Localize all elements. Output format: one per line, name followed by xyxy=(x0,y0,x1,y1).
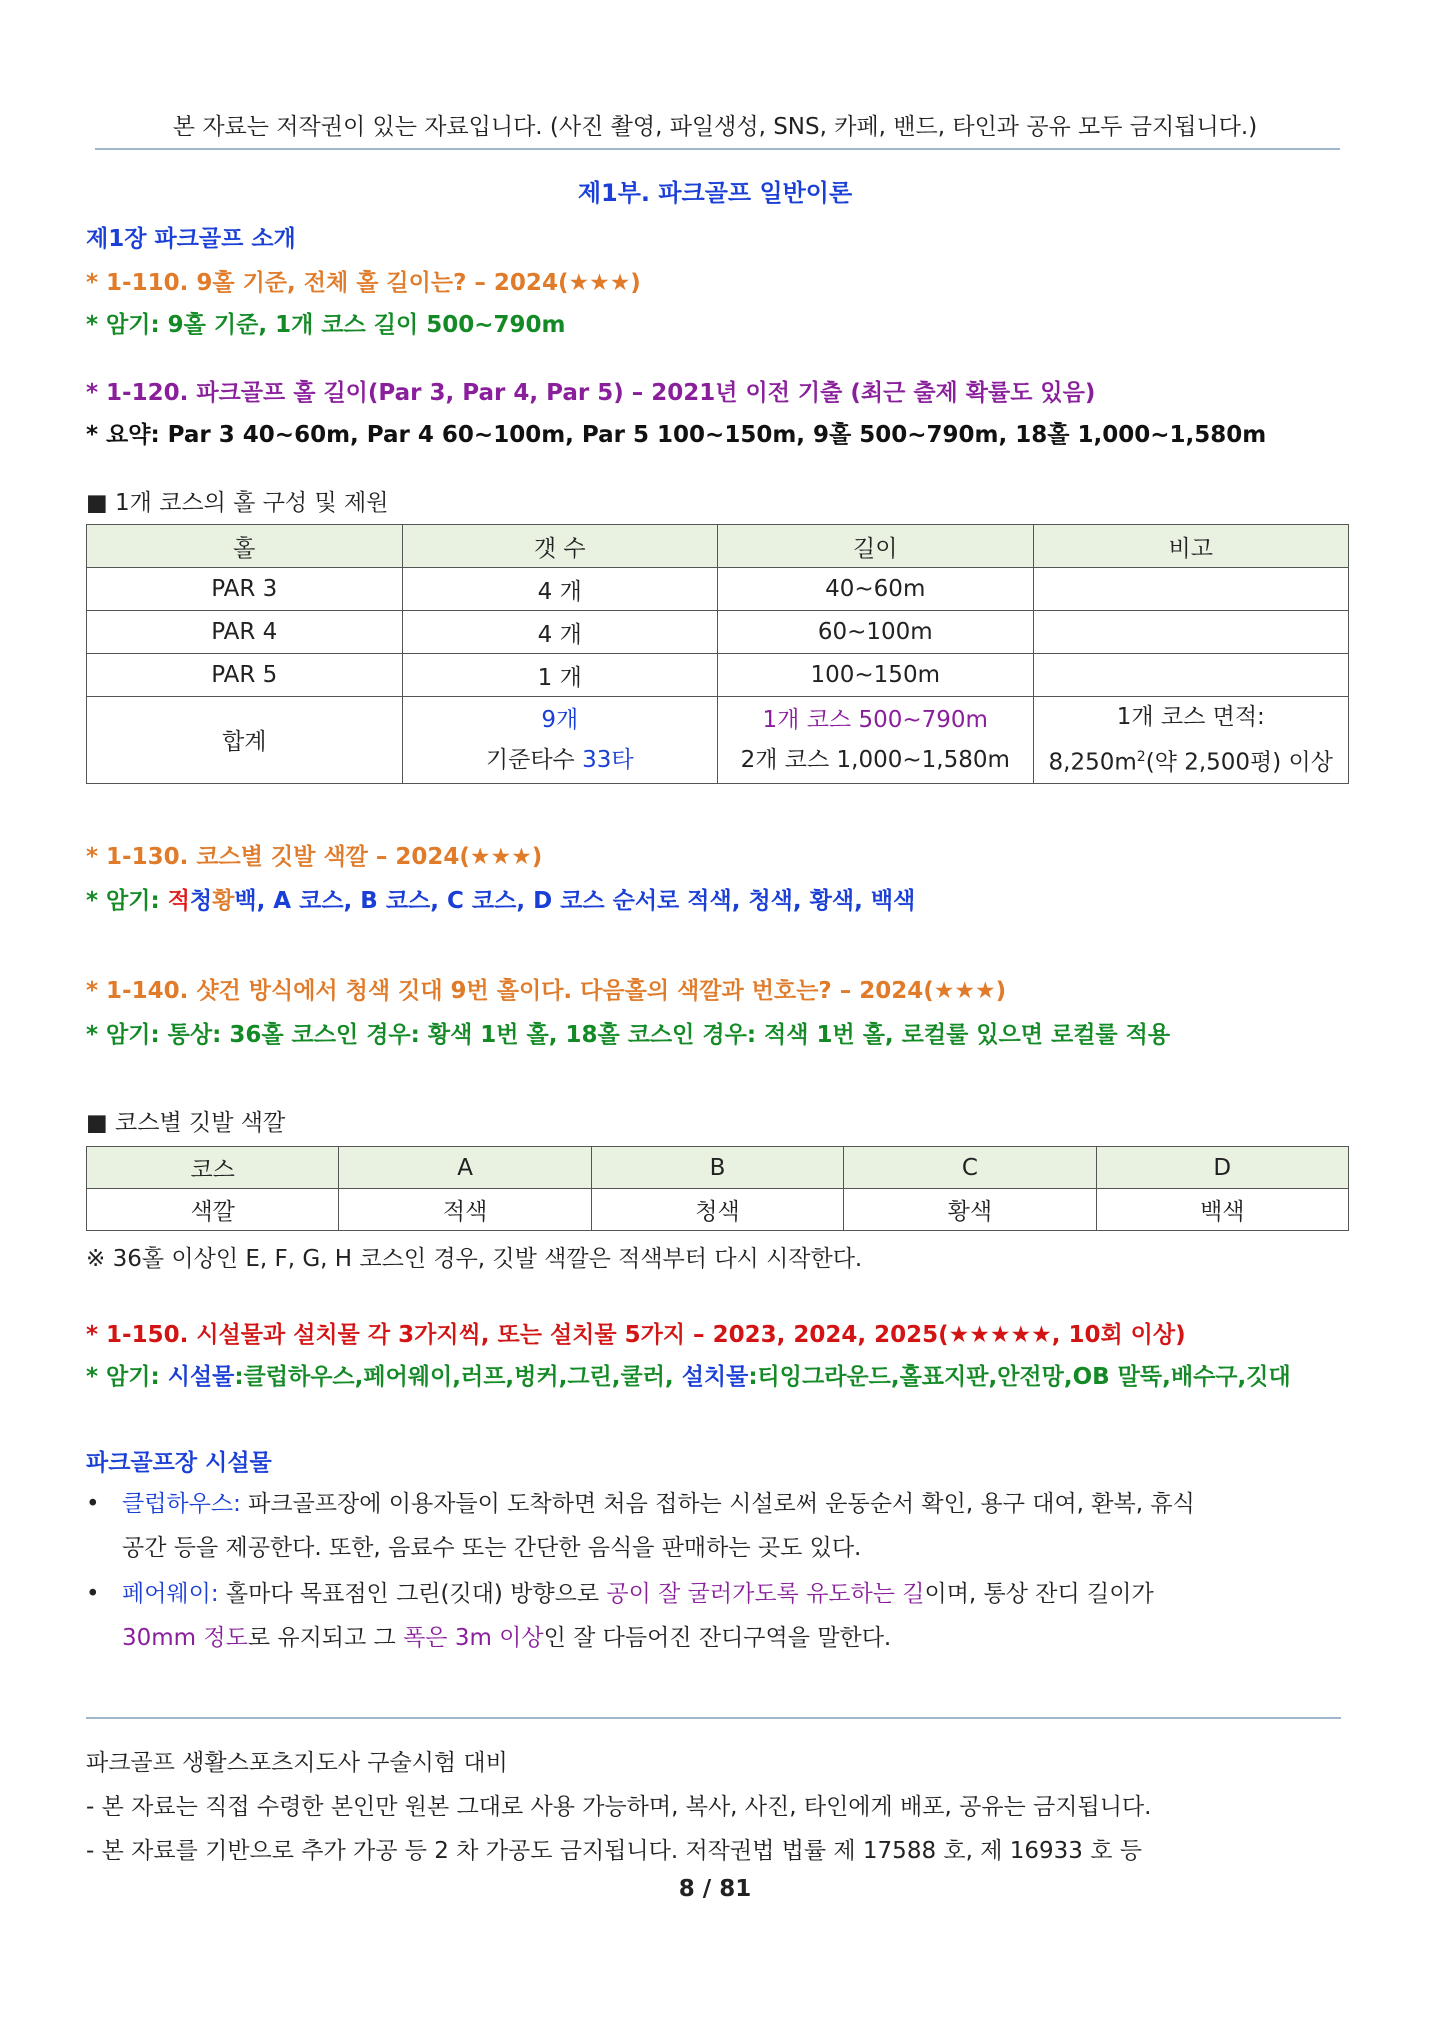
count-cell: 1 개 xyxy=(402,654,718,697)
table-total-row xyxy=(87,697,1349,784)
facilities-title: 파크골프장 시설물 xyxy=(86,1450,272,1476)
footer-notice-1: - 본 자료는 직접 수령한 본인만 원본 그대로 사용 가능하며, 복사, 사진, 타인에게 배포, 공유는 금지됩니다. xyxy=(86,1794,1152,1820)
list-item-fairway: • 페어웨이: 홀마다 목표점인 그린(깃대) 방향으로 공이 잘 굴러가도록 유도하는 길이며, 통상 잔디 길이가 30mm 정도로 유지되고 그 폭은 3m 이상인 잘 다듬어진 잔디구역을 말한다. xyxy=(86,1572,1346,1660)
hole-cell: PAR 3 xyxy=(87,568,403,611)
copyright-notice: 본 자료는 저작권이 있는 자료입니다. (사진 촬영, 파일생성, SNS, 카페, 밴드, 타인과 공유 모두 금지됩니다.) xyxy=(172,114,1258,140)
page-number: 8 / 81 xyxy=(678,1876,752,1902)
memo-1-150: * 암기: 시설물:클럽하우스,페어웨이,러프,벙커,그린,쿨러, 설치물:티잉그라운드,홀표지판,안전망,OB 말뚝,배수구,깃대 xyxy=(86,1364,1291,1390)
part-title: 제1부. 파크골프 일반이론 xyxy=(577,179,853,207)
header-cell: A xyxy=(339,1147,591,1189)
length-cell: 60~100m xyxy=(718,611,1034,654)
count-cell: 4 개 xyxy=(402,611,718,654)
table-row xyxy=(87,1189,1349,1231)
table-row xyxy=(87,568,1349,611)
bullet-glyph: • xyxy=(86,1581,100,1607)
memo-1-130: * 암기: 적청황백, A 코스, B 코스, C 코스, D 코스 순서로 적색, 청색, 황색, 백색 xyxy=(86,888,916,914)
footer-notice-2: - 본 자료를 기반으로 추가 가공 등 2 차 가공도 금지됩니다. 저작권법 법률 제 17588 호, 제 16933 호 등 xyxy=(86,1838,1142,1864)
area-value: $8,250m^2$(약 2,500평) 이상 xyxy=(1048,749,1333,776)
question-1-130: * 1-130. 코스별 깃발 색깔 – 2024(★★★) xyxy=(86,844,543,870)
question-1-120: * 1-120. 파크골프 홀 길이(Par 3, Par 4, Par 5) – 2021년 이전 기출 (최근 출제 확률도 있음) xyxy=(86,380,1096,406)
table-header-row xyxy=(87,525,1349,568)
summary-1-120: * 요약: Par 3 40~60m, Par 4 60~100m, Par 5 100~150m, 9홀 500~790m, 18홀 1,000~1,580m xyxy=(86,422,1267,448)
total-note-cell xyxy=(1033,697,1349,784)
total-count-cell xyxy=(402,697,718,784)
question-1-110: * 1-110. 9홀 기준, 전체 홀 길이는? – 2024(★★★) xyxy=(86,270,641,296)
color-cell-b: 청색 xyxy=(591,1189,843,1231)
table-header-row xyxy=(87,1147,1349,1189)
color-cell-c: 황색 xyxy=(844,1189,1096,1231)
header-cell: D xyxy=(1096,1147,1348,1189)
table2-caption: ■ 코스별 깃발 색깔 xyxy=(86,1110,286,1136)
header-cell: B xyxy=(591,1147,843,1189)
memo-1-140: * 암기: 통상: 36홀 코스인 경우: 황색 1번 홀, 18홀 코스인 경우: 적색 1번 홀, 로컬룰 있으면 로컬룰 적용 xyxy=(86,1022,1171,1048)
length-cell: 100~150m xyxy=(718,654,1034,697)
count-cell: 4 개 xyxy=(402,568,718,611)
table1-caption: ■ 1개 코스의 홀 구성 및 제원 xyxy=(86,490,389,516)
clubhouse-label: 클럽하우스: xyxy=(122,1491,241,1517)
total-label-cell: 합계 xyxy=(87,697,403,784)
row-label-cell: 색깔 xyxy=(87,1189,339,1231)
note-cell xyxy=(1033,568,1349,611)
header-cell: 홀 xyxy=(87,525,403,568)
total-length-one-course: 1개 코스 500~790m xyxy=(762,706,988,733)
memo-1-110: * 암기: 9홀 기준, 1개 코스 길이 500~790m xyxy=(86,312,566,338)
header-cell: 갯 수 xyxy=(402,525,718,568)
hole-spec-table xyxy=(86,524,1349,784)
table2-note: ※ 36홀 이상인 E, F, G, H 코스인 경우, 깃발 색깔은 적색부터 다시 시작한다. xyxy=(86,1246,863,1272)
note-cell xyxy=(1033,654,1349,697)
color-cell-d: 백색 xyxy=(1096,1189,1348,1231)
par-total: 기준타수 33타 xyxy=(485,746,634,773)
table-row xyxy=(87,654,1349,697)
length-cell: 40~60m xyxy=(718,568,1034,611)
hole-cell: PAR 5 xyxy=(87,654,403,697)
flag-color-table xyxy=(86,1146,1349,1231)
note-cell xyxy=(1033,611,1349,654)
question-1-150: * 1-150. 시설물과 설치물 각 3가지씩, 또는 설치물 5가지 – 2023, 2024, 2025(★★★★★, 10회 이상) xyxy=(86,1322,1186,1348)
list-item-clubhouse: • 클럽하우스: 파크골프장에 이용자들이 도착하면 처음 접하는 시설로써 운동순서 확인, 용구 대여, 환복, 휴식 공간 등을 제공한다. 또한, 음료수 또는 간단한 음식을 판매하는 곳도 있다. xyxy=(86,1482,1346,1570)
hole-cell: PAR 4 xyxy=(87,611,403,654)
fairway-label: 페어웨이: xyxy=(122,1581,219,1607)
question-1-140: * 1-140. 샷건 방식에서 청색 깃대 9번 홀이다. 다음홀의 색깔과 번호는? – 2024(★★★) xyxy=(86,978,1007,1004)
color-cell-a: 적색 xyxy=(339,1189,591,1231)
bullet-glyph: • xyxy=(86,1491,100,1517)
total-length-two-course: 2개 코스 1,000~1,580m xyxy=(740,746,1010,773)
footer-divider xyxy=(86,1717,1341,1719)
header-cell: C xyxy=(844,1147,1096,1189)
header-divider xyxy=(95,148,1340,150)
area-label: 1개 코스 면적: xyxy=(1116,704,1265,730)
total-length-cell xyxy=(718,697,1034,784)
total-count: 9개 xyxy=(541,706,579,733)
table-row xyxy=(87,611,1349,654)
header-cell: 코스 xyxy=(87,1147,339,1189)
header-cell: 길이 xyxy=(718,525,1034,568)
header-cell: 비고 xyxy=(1033,525,1349,568)
footer-title: 파크골프 생활스포츠지도사 구술시험 대비 xyxy=(86,1750,508,1776)
chapter-title: 제1장 파크골프 소개 xyxy=(86,226,296,252)
